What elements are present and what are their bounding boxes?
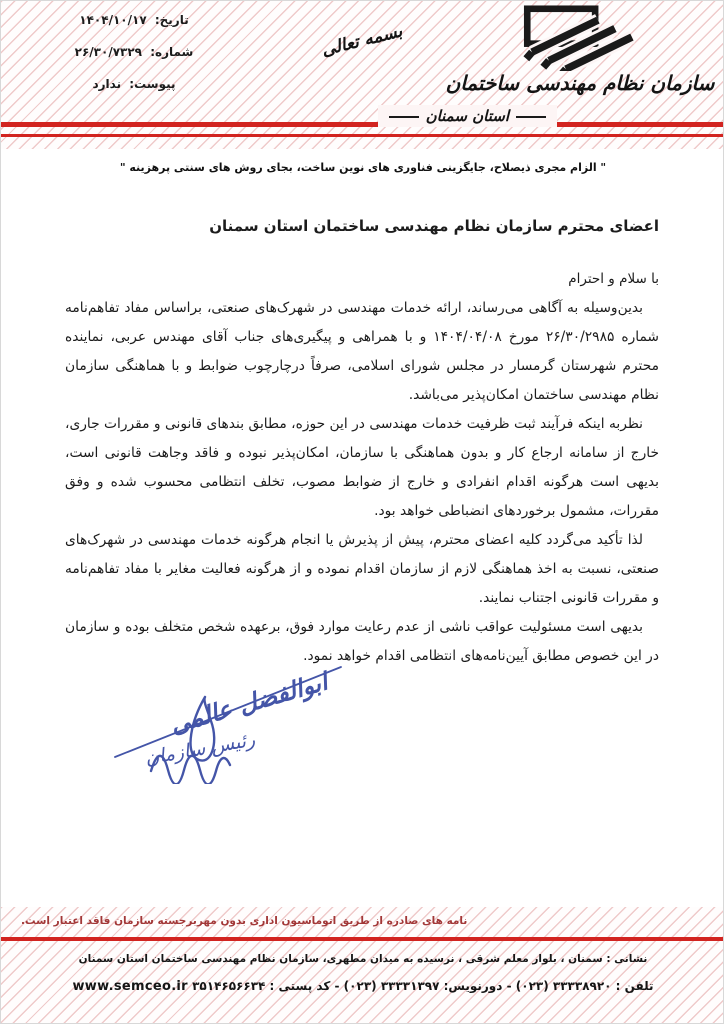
organization-logo-icon <box>515 5 647 71</box>
number-label: شماره: <box>150 45 194 59</box>
letter-date <box>49 13 219 27</box>
footer-address-line: نشانی : سمنان ، بلوار معلم شرقی ، نرسیده به میدان مطهری، سازمان نظام مهندسی ساختمان استان سمنان <box>78 953 648 965</box>
letterhead-band <box>1 1 724 149</box>
letterhead-slogan: " الزام مجری ذیصلاح، جایگزینی فناوری های نوین ساخت، بجای روش های سنتی پرهزینه " <box>119 161 607 174</box>
letter-number <box>49 45 219 59</box>
organization-province <box>378 105 557 127</box>
date-value: ۱۴۰۴/۱۰/۱۷ <box>79 13 147 27</box>
date-label: تاریخ: <box>154 13 189 27</box>
footer-contact-line <box>1 979 724 994</box>
footer-website: www.semceo.ir <box>72 979 188 994</box>
signatory-name: ابوالفضل عالمی <box>167 667 331 740</box>
letter-meta-block <box>49 13 219 109</box>
footer-band <box>1 907 724 1023</box>
body-paragraph-4: بدیهی است مسئولیت عواقب ناشی از عدم رعایت موارد فوق، برعهده شخص متخلف بوده و سازمان در این خصوص مطابق آیین‌نامه‌های انتظامی اقدام خواهد نمود. <box>65 619 659 664</box>
letter-body <box>65 217 659 671</box>
body-paragraph-1: بدین‌وسیله به آگاهی می‌رساند، ارائه خدمات مهندسی در شهرک‌های صنعتی، براساس مفاد تفاهم‌نامه شماره ۲۶/۳۰/۲۹۸۵ مورخ ۱۴۰۴/۰۴/۰۸ و با همراهی و پیگیری‌های جناب آقای مهندس عربی، نماینده محترم شهرستان گرمسار در مجلس شورای اسلامی، صرفاً درچارچوب ضوابط و با هماهنگی سازمان نظام مهندسی ساختمان امکان‌پذیر می‌باشد. <box>65 300 659 403</box>
organization-name: سازمان نظام مهندسی ساختمان <box>445 71 715 95</box>
attachment-value: ندارد <box>92 77 122 91</box>
addressee-line: اعضای محترم سازمان نظام مهندسی ساختمان استان سمنان <box>209 217 659 235</box>
signatory-title: رئیس سازمان <box>143 728 257 770</box>
automation-validity-note: نامه های صادره از طریق اتوماسیون اداری بدون مهربرجسته سازمان فاقد اعتبار است. <box>21 915 468 927</box>
header-rule-thick <box>1 122 724 127</box>
body-paragraph-3: لذا تأکید می‌گردد کلیه اعضای محترم، پیش از پذیرش یا انجام هرگونه خدمات مهندسی در شهرک‌های صنعتی، نسبت به اخذ هماهنگی لازم از سازمان اقدام نموده و از هرگونه فعالیت مغایر با مفاد تفاهم‌نامه و مقررات قانونی اجتناب نمایند. <box>65 532 659 606</box>
header-rule-thin <box>1 134 724 137</box>
handwritten-signature <box>93 659 353 784</box>
body-paragraph-2: نظربه اینکه فرآیند ثبت ظرفیت خدمات مهندسی در این حوزه، مطابق بندهای قانونی و مقررات جاری، خارج از سامانه ارجاع کار و بدون هماهنگی با سازمان، امکان‌پذیر نبوده و فاقد وجاهت قانونی است، بدیهی است هرگونه اقدام انفرادی و خارج از ضوابط مصوب، تخلف انتظامی محسوب شده و وفق مقررات، مشمول برخوردهای انضباطی خواهد بود. <box>65 416 659 519</box>
salutation-line: با سلام و احترام <box>568 271 659 287</box>
footer-rule <box>1 937 724 941</box>
bismillah-calligraphy: بسمه تعالی <box>319 21 405 61</box>
attachment-label: پیوست: <box>129 77 176 91</box>
decorative-dash-right <box>516 116 546 118</box>
decorative-dash-left <box>389 116 419 118</box>
number-value: ۲۶/۳۰/۷۳۲۹ <box>74 45 142 59</box>
province-text: استان سمنان <box>425 107 509 125</box>
letter-attachment <box>49 77 219 91</box>
footer-phone-fax-postal: تلفن : ۳۳۳۳۸۹۲۰ (۰۲۳) - دورنویس: ۳۳۳۳۱۳۹۷ (۰۲۳) - کد پستی : ۳۵۱۴۶۵۶۶۳۴ <box>192 979 654 993</box>
